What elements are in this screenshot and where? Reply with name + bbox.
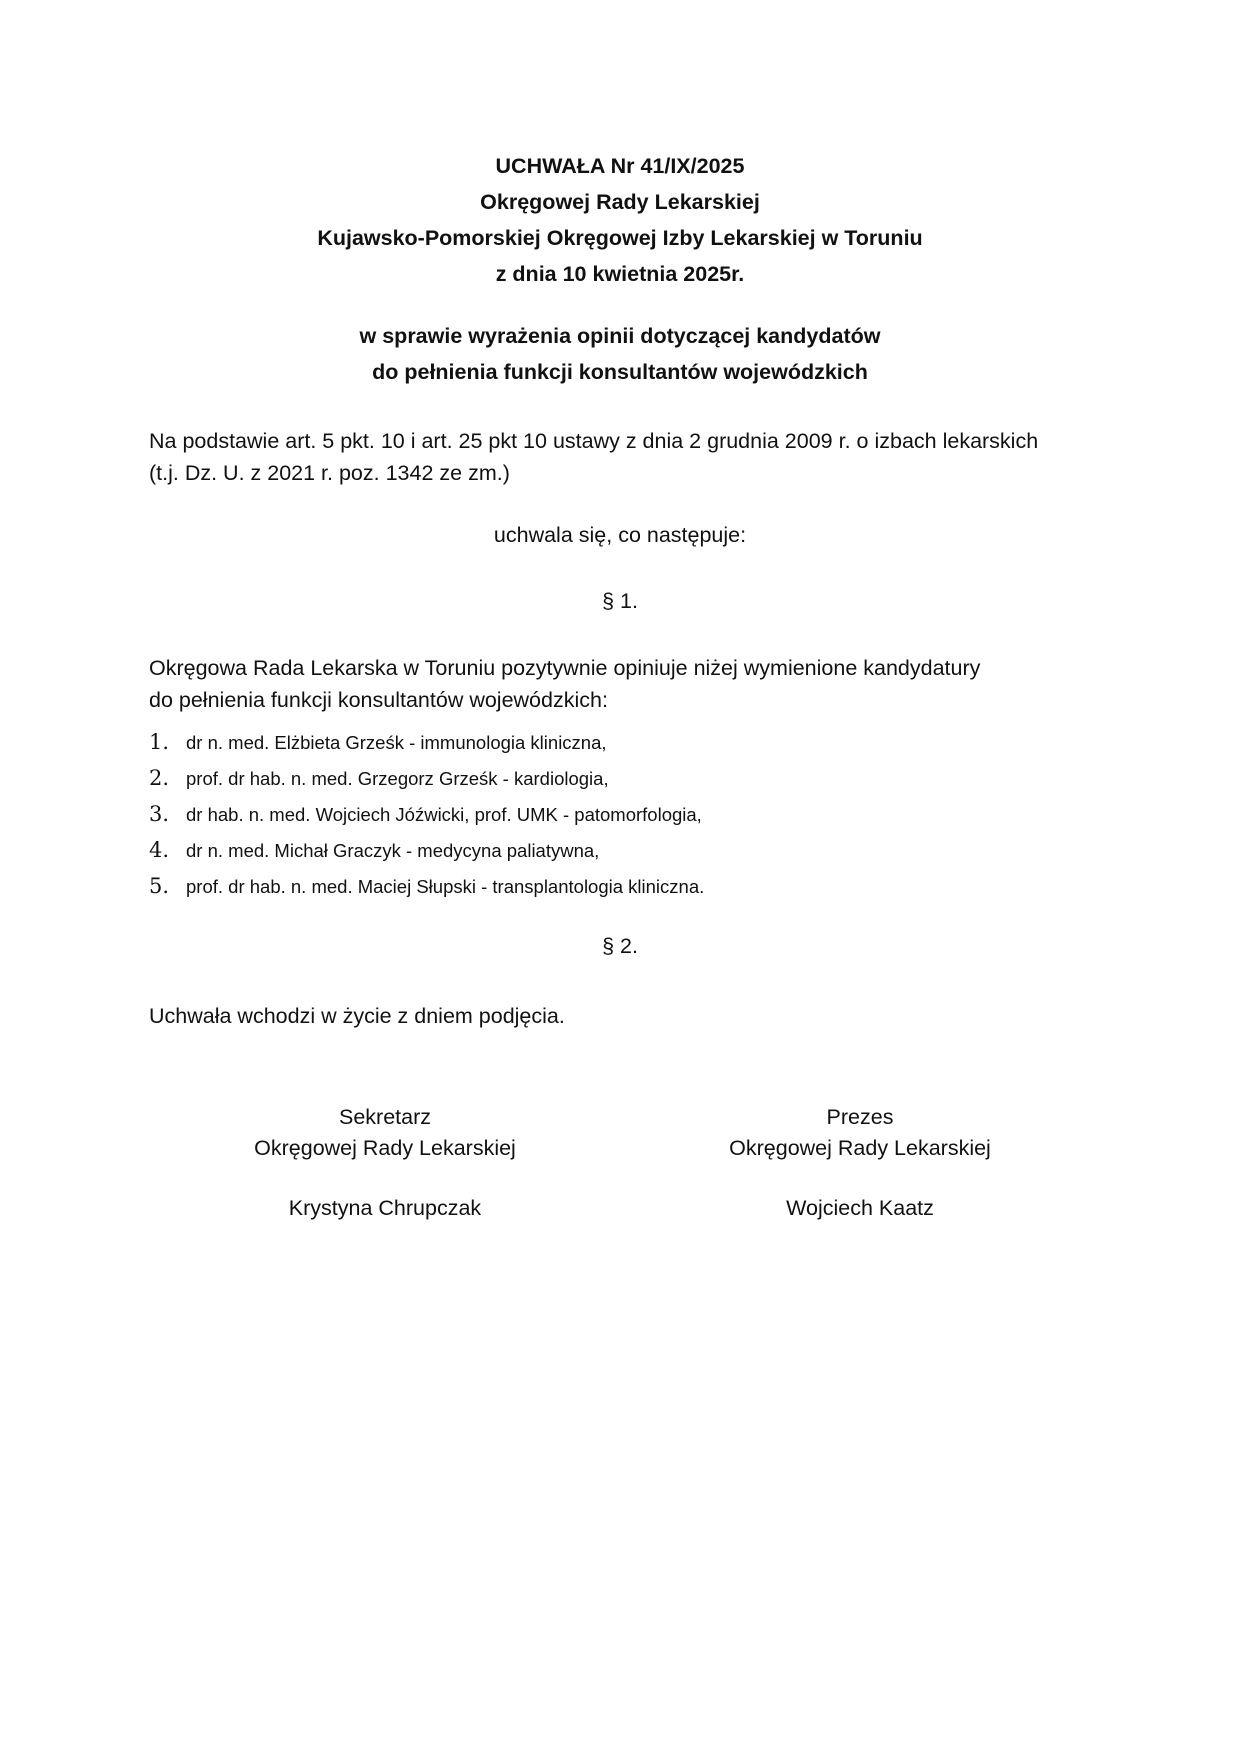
resolution-subject	[0, 318, 1240, 390]
list-item-text: dr hab. n. med. Wojciech Jóźwicki, prof. UMK - patomorfologia,	[186, 804, 702, 825]
signature-block-secretary	[185, 1102, 585, 1224]
signature-body: Okręgowej Rady Lekarskiej	[254, 1136, 516, 1160]
list-item-number: 2.	[149, 766, 170, 790]
subject-line-2: do pełnienia funkcji konsultantów wojewódzkich	[372, 360, 868, 384]
section-2-heading: § 2.	[602, 934, 638, 958]
signature-body: Okręgowej Rady Lekarskiej	[729, 1136, 991, 1160]
list-item	[149, 796, 1109, 832]
list-item-number: 1.	[149, 730, 170, 754]
section-1-intro	[149, 652, 1109, 716]
section-2-text: Uchwała wchodzi w życie z dniem podjęcia.	[149, 1004, 565, 1028]
resolution-number: UCHWAŁA Nr 41/IX/2025	[495, 154, 745, 178]
list-item	[149, 760, 1109, 796]
legal-basis-line-1: Na podstawie art. 5 pkt. 10 i art. 25 pkt 10 ustawy z dnia 2 grudnia 2009 r. o izbach lekarskich	[149, 429, 1039, 453]
list-item-number: 5.	[149, 874, 170, 898]
list-item-number: 3.	[149, 802, 170, 826]
signature-name: Krystyna Chrupczak	[288, 1196, 482, 1220]
list-item	[149, 724, 1109, 760]
list-item-text: dr n. med. Elżbieta Grześk - immunologia kliniczna,	[186, 732, 607, 753]
chamber-name: Kujawsko-Pomorskiej Okręgowej Izby Lekarskiej w Toruniu	[317, 226, 923, 250]
signature-role: Prezes	[826, 1105, 894, 1129]
list-item-text: prof. dr hab. n. med. Maciej Słupski - transplantologia kliniczna.	[186, 876, 705, 897]
resolve-clause: uchwala się, co następuje:	[493, 523, 747, 547]
list-item-text: prof. dr hab. n. med. Grzegorz Grześk - kardiologia,	[186, 768, 609, 789]
legal-basis	[149, 425, 1109, 489]
list-item-number: 4.	[149, 838, 170, 862]
signature-role: Sekretarz	[338, 1105, 431, 1129]
section-1-heading: § 1.	[602, 589, 638, 613]
list-item-text: dr n. med. Michał Graczyk - medycyna paliatywna,	[186, 840, 600, 861]
council-name: Okręgowej Rady Lekarskiej	[480, 190, 760, 214]
resolution-date: z dnia 10 kwietnia 2025r.	[495, 262, 745, 286]
list-item	[149, 868, 1109, 904]
subject-line-1: w sprawie wyrażenia opinii dotyczącej kandydatów	[359, 324, 881, 348]
legal-basis-line-2: (t.j. Dz. U. z 2021 r. poz. 1342 ze zm.)	[149, 461, 510, 485]
signature-block-president	[660, 1102, 1060, 1224]
resolution-header	[0, 148, 1240, 292]
signature-name: Wojciech Kaatz	[786, 1196, 934, 1220]
candidate-list	[149, 724, 1109, 904]
section-1-intro-line-2: do pełnienia funkcji konsultantów wojewódzkich:	[149, 688, 608, 712]
section-1-intro-line-1: Okręgowa Rada Lekarska w Toruniu pozytywnie opiniuje niżej wymienione kandydatury	[149, 656, 981, 680]
list-item	[149, 832, 1109, 868]
